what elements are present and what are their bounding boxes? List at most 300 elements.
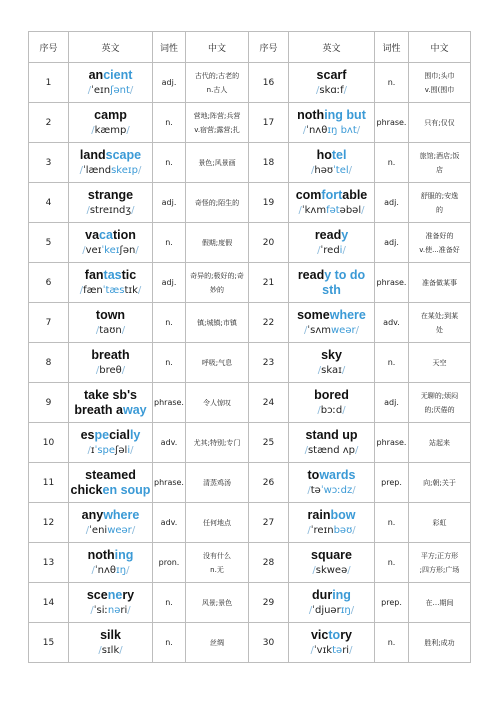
entry-english <box>69 543 153 583</box>
phonetic-slash: / <box>304 444 308 456</box>
phonetic-slash: / <box>352 484 356 496</box>
word-highlight: ɪŋ <box>116 564 127 576</box>
table-row <box>29 623 471 663</box>
word-highlight: where <box>103 507 140 522</box>
entry-number: 3 <box>29 143 69 183</box>
word-part: ʃəl <box>115 444 128 456</box>
entry-word <box>69 228 152 243</box>
word-part: ˈdjuər <box>312 604 341 616</box>
word-part: breath a <box>74 402 123 417</box>
entry-number: 21 <box>249 263 289 303</box>
entry-chinese: 平方;正方形 ;四方形;广场 <box>409 543 471 583</box>
word-part: fæn <box>83 284 103 296</box>
word-part: ho <box>316 147 332 162</box>
table-row <box>29 503 471 543</box>
entry-word <box>289 388 374 403</box>
entry-word <box>69 308 152 323</box>
phonetic-slash: / <box>307 484 311 496</box>
word-highlight: ˈwɔːdz <box>320 484 353 496</box>
entry-english <box>289 143 375 183</box>
entry-word <box>289 268 374 298</box>
entry-chinese: 奇异的;极好的;奇 妙的 <box>186 263 249 303</box>
word-highlight: scape <box>105 147 142 162</box>
entry-number: 8 <box>29 343 69 383</box>
entry-part-of-speech: adv. <box>153 423 186 463</box>
word-part: stand up <box>305 427 358 442</box>
word-highlight: ˈkeɪ <box>101 244 120 256</box>
phonetic-slash: / <box>85 524 90 536</box>
entry-word <box>69 428 152 443</box>
word-part: take sb's <box>83 387 137 402</box>
entry-number: 23 <box>249 343 289 383</box>
entry-number: 30 <box>249 623 289 663</box>
entry-phonetic <box>289 563 374 578</box>
word-part: tion <box>112 227 136 242</box>
entry-english <box>69 623 153 663</box>
header-part-of-speech: 词性 <box>153 32 186 63</box>
table-row <box>29 423 471 463</box>
entry-part-of-speech: phrase. <box>153 463 186 503</box>
phonetic-slash: / <box>126 564 130 576</box>
entry-phonetic <box>289 483 374 498</box>
entry-number: 27 <box>249 503 289 543</box>
word-highlight: tel <box>331 147 347 162</box>
entry-number: 20 <box>249 223 289 263</box>
word-part: vic <box>310 627 329 642</box>
phonetic-slash: / <box>86 204 90 216</box>
entry-chinese: 景色;风景画 <box>186 143 249 183</box>
table-row <box>29 543 471 583</box>
entry-chinese: 只有;仅仅 <box>409 103 471 143</box>
entry-english <box>69 583 153 623</box>
entry-number: 13 <box>29 543 69 583</box>
entry-chinese: 镇;城镇;市镇 <box>186 303 249 343</box>
entry-phonetic <box>289 403 374 418</box>
word-part: taʊn <box>99 324 122 336</box>
word-part: skaɪ <box>321 364 342 376</box>
entry-part-of-speech: n. <box>153 103 186 143</box>
entry-english <box>289 543 375 583</box>
entry-phonetic <box>289 363 374 378</box>
entry-part-of-speech: adv. <box>153 503 186 543</box>
entry-english <box>69 303 153 343</box>
word-highlight: pe <box>94 427 110 442</box>
entry-number: 9 <box>29 383 69 423</box>
entry-part-of-speech: n. <box>375 343 409 383</box>
entry-part-of-speech: adj. <box>375 223 409 263</box>
phonetic-slash: / <box>98 644 102 656</box>
entry-phonetic <box>289 323 374 338</box>
phonetic-slash: / <box>356 124 361 136</box>
word-highlight: ˈtel <box>333 164 349 176</box>
entry-part-of-speech: n. <box>375 543 409 583</box>
word-part: square <box>311 547 352 562</box>
entry-word <box>289 308 374 323</box>
table-row <box>29 63 471 103</box>
header-english: 英文 <box>69 32 153 63</box>
entry-english <box>69 503 153 543</box>
entry-number: 4 <box>29 183 69 223</box>
entry-chinese: 无聊的;烦闷 的;厌倦的 <box>409 383 471 423</box>
entry-chinese: 营地;阵营;兵营 v.宿营;露营;扎 <box>186 103 249 143</box>
entry-phonetic <box>69 123 152 138</box>
word-highlight: way <box>123 402 147 417</box>
table-row <box>29 383 471 423</box>
entry-word <box>289 588 374 603</box>
word-part: ry <box>340 627 353 642</box>
entry-phonetic <box>289 203 374 218</box>
entry-phonetic <box>289 643 374 658</box>
word-part: noth <box>297 107 325 122</box>
phonetic-slash: / <box>79 164 84 176</box>
word-part: breath <box>91 347 130 362</box>
word-part: skɑːf <box>319 84 344 96</box>
word-highlight: tas <box>103 267 122 282</box>
entry-chinese: 呼吸;气息 <box>186 343 249 383</box>
entry-number: 7 <box>29 303 69 343</box>
phonetic-slash: / <box>126 124 130 136</box>
entry-word <box>289 68 374 83</box>
word-part: ˈvɪk <box>313 644 333 656</box>
entry-english <box>289 623 375 663</box>
entry-english <box>69 103 153 143</box>
phonetic-slash: / <box>95 364 100 376</box>
word-part: ry <box>122 587 135 602</box>
word-part: kæmp <box>94 124 127 136</box>
phonetic-slash: / <box>135 244 139 256</box>
phonetic-slash: / <box>317 364 322 376</box>
entry-part-of-speech: phrase. <box>153 383 186 423</box>
phonetic-slash: / <box>302 124 307 136</box>
entry-chinese: 没有什么 n.无 <box>186 543 249 583</box>
entry-word <box>69 148 152 163</box>
entry-number: 15 <box>29 623 69 663</box>
entry-part-of-speech: adj. <box>375 183 409 223</box>
phonetic-slash: / <box>91 564 95 576</box>
entry-phonetic <box>69 243 152 258</box>
entry-english <box>69 63 153 103</box>
word-part: ˈeɪn <box>91 84 111 96</box>
phonetic-slash: / <box>82 244 86 256</box>
entry-phonetic <box>69 523 152 538</box>
entry-number: 16 <box>249 63 289 103</box>
word-highlight: y to do <box>324 267 366 282</box>
word-part: noth <box>87 547 115 562</box>
word-highlight: nə <box>107 604 121 616</box>
word-part: tic <box>121 267 137 282</box>
vocabulary-table <box>28 31 471 663</box>
phonetic-slash: / <box>304 324 308 336</box>
entry-part-of-speech: adj. <box>153 63 186 103</box>
word-highlight: ing <box>114 547 134 562</box>
entry-number: 1 <box>29 63 69 103</box>
entry-chinese: 丝绸 <box>186 623 249 663</box>
word-highlight: i <box>127 444 131 456</box>
entry-english <box>69 183 153 223</box>
word-part: an <box>88 67 104 82</box>
entry-phonetic <box>69 323 152 338</box>
entry-word <box>69 108 152 123</box>
word-highlight: ing but <box>324 107 366 122</box>
entry-phonetic <box>289 163 374 178</box>
word-highlight: cient <box>103 67 133 82</box>
entry-word <box>289 468 374 483</box>
entry-word <box>69 548 152 563</box>
phonetic-slash: / <box>95 324 100 336</box>
word-part: scarf <box>316 67 347 82</box>
entry-number: 24 <box>249 383 289 423</box>
entry-english <box>69 223 153 263</box>
entry-part-of-speech: n. <box>375 63 409 103</box>
phonetic-slash: / <box>310 644 314 656</box>
entry-number: 6 <box>29 263 69 303</box>
entry-phonetic <box>289 243 374 258</box>
phonetic-slash: / <box>131 524 136 536</box>
entry-english <box>69 343 153 383</box>
entry-phonetic <box>289 603 374 618</box>
entry-word <box>69 348 152 363</box>
word-part: read <box>314 227 342 242</box>
phonetic-slash: / <box>361 204 365 216</box>
entry-english <box>289 103 375 143</box>
entry-part-of-speech: n. <box>375 623 409 663</box>
word-part: sɪlk <box>101 644 120 656</box>
word-part: sce <box>86 587 108 602</box>
header-row <box>29 32 471 63</box>
word-part: ˈeni <box>89 524 108 536</box>
word-highlight: ing <box>332 587 351 602</box>
phonetic-slash: / <box>348 164 353 176</box>
table-row <box>29 263 471 303</box>
entry-number: 5 <box>29 223 69 263</box>
entry-part-of-speech: phrase. <box>375 263 409 303</box>
entry-part-of-speech: prep. <box>375 463 409 503</box>
word-part: town <box>95 307 126 322</box>
entry-chinese: 向;朝;关于 <box>409 463 471 503</box>
word-highlight: ɪŋ bʌt <box>327 124 357 136</box>
word-part: ˈsiː <box>93 604 108 616</box>
entry-phonetic <box>69 83 152 98</box>
entry-number: 11 <box>29 463 69 503</box>
entry-english <box>289 583 375 623</box>
word-part: chick <box>70 482 103 497</box>
entry-chinese: 古代的;古老的 n.古人 <box>186 63 249 103</box>
entry-part-of-speech: n. <box>153 343 186 383</box>
entry-phonetic <box>289 523 374 538</box>
phonetic-slash: / <box>317 404 321 416</box>
phonetic-slash: / <box>352 524 356 536</box>
word-part: strange <box>87 187 134 202</box>
entry-chinese: 在…期间 <box>409 583 471 623</box>
phonetic-slash: / <box>79 284 84 296</box>
word-highlight: bow <box>330 507 356 522</box>
entry-part-of-speech: phrase. <box>375 103 409 143</box>
entry-english <box>289 263 375 303</box>
phonetic-slash: / <box>355 444 359 456</box>
phonetic-slash: / <box>130 444 134 456</box>
phonetic-slash: / <box>121 324 126 336</box>
word-part: some <box>297 307 330 322</box>
entry-english <box>289 183 375 223</box>
word-highlight: ʃənt <box>110 84 130 96</box>
phonetic-slash: / <box>343 84 347 96</box>
word-highlight: sth <box>322 282 341 297</box>
entry-word <box>289 428 374 443</box>
entry-word <box>289 228 374 243</box>
entry-chinese: 奇怪的;陌生的 <box>186 183 249 223</box>
word-part: to <box>307 467 320 482</box>
phonetic-slash: / <box>350 604 355 616</box>
header-part-of-speech: 词性 <box>375 32 409 63</box>
entry-phonetic <box>69 163 152 178</box>
phonetic-slash: / <box>308 604 313 616</box>
word-highlight: en soup <box>102 482 151 497</box>
entry-word <box>289 188 374 203</box>
word-highlight: fort <box>321 187 343 202</box>
phonetic-slash: / <box>90 604 94 616</box>
phonetic-slash: / <box>137 164 142 176</box>
word-highlight: y <box>341 227 349 242</box>
phonetic-slash: / <box>121 364 126 376</box>
word-part: ˈred <box>320 244 340 256</box>
phonetic-slash: / <box>127 604 131 616</box>
entry-word <box>69 508 152 523</box>
table-row <box>29 183 471 223</box>
entry-part-of-speech: adj. <box>153 183 186 223</box>
phonetic-slash: / <box>355 324 359 336</box>
entry-word <box>69 628 152 643</box>
header-chinese: 中文 <box>186 32 249 63</box>
word-part: streɪndʒ <box>89 204 132 216</box>
entry-chinese: 彩虹 <box>409 503 471 543</box>
entry-number: 29 <box>249 583 289 623</box>
entry-phonetic <box>69 643 152 658</box>
table-row <box>29 583 471 623</box>
entry-word <box>289 148 374 163</box>
entry-english <box>289 223 375 263</box>
entry-number: 25 <box>249 423 289 463</box>
entry-part-of-speech: n. <box>375 503 409 543</box>
phonetic-slash: / <box>349 644 353 656</box>
entry-word <box>69 188 152 203</box>
entry-chinese: 站起来 <box>409 423 471 463</box>
word-part: ˈreɪn <box>310 524 334 536</box>
entry-chinese: 风景;景色 <box>186 583 249 623</box>
entry-phonetic <box>289 83 374 98</box>
word-part: es <box>80 427 95 442</box>
header-english: 英文 <box>289 32 375 63</box>
entry-part-of-speech: n. <box>153 223 186 263</box>
entry-word <box>289 348 374 363</box>
entry-number: 17 <box>249 103 289 143</box>
table-row <box>29 223 471 263</box>
header-chinese: 中文 <box>409 32 471 63</box>
word-part: əbəl <box>339 204 362 216</box>
entry-part-of-speech: n. <box>153 303 186 343</box>
entry-number: 14 <box>29 583 69 623</box>
phonetic-slash: / <box>341 364 346 376</box>
word-part: land <box>79 147 106 162</box>
word-part: sky <box>321 347 342 362</box>
phonetic-slash: / <box>312 564 316 576</box>
header-number: 序号 <box>249 32 289 63</box>
word-part: dur <box>312 587 333 602</box>
phonetic-slash: / <box>131 204 135 216</box>
entry-word <box>69 268 152 283</box>
table-row <box>29 143 471 183</box>
entry-part-of-speech: n. <box>375 143 409 183</box>
entry-part-of-speech: n. <box>153 623 186 663</box>
entry-english <box>69 143 153 183</box>
entry-chinese: 假期;度假 <box>186 223 249 263</box>
word-highlight: weər <box>107 524 132 536</box>
entry-part-of-speech: adj. <box>153 263 186 303</box>
word-part: silk <box>100 627 121 642</box>
entry-english <box>289 463 375 503</box>
phonetic-slash: / <box>342 404 346 416</box>
entry-phonetic <box>69 363 152 378</box>
entry-phonetic <box>69 203 152 218</box>
phonetic-slash: / <box>316 84 320 96</box>
phonetic-slash: / <box>119 644 123 656</box>
entry-word <box>69 68 152 83</box>
word-part: cial <box>109 427 130 442</box>
word-highlight: tə <box>332 644 343 656</box>
word-part: rain <box>307 507 331 522</box>
entry-english <box>289 383 375 423</box>
word-part: tɪk <box>124 284 138 296</box>
word-part: ri <box>342 644 350 656</box>
word-highlight: ɪŋ <box>340 604 351 616</box>
entry-number: 19 <box>249 183 289 223</box>
entry-part-of-speech: n. <box>153 583 186 623</box>
entry-english <box>289 503 375 543</box>
entry-chinese: 清蒸鸡汤 <box>186 463 249 503</box>
word-highlight: ne <box>107 587 123 602</box>
word-highlight: where <box>329 307 366 322</box>
word-part: həʊ <box>314 164 334 176</box>
phonetic-slash: / <box>307 524 311 536</box>
table-row <box>29 103 471 143</box>
phonetic-slash: / <box>129 84 134 96</box>
word-part: read <box>297 267 325 282</box>
phonetic-slash: / <box>91 124 95 136</box>
word-highlight: wards <box>319 467 356 482</box>
entry-number: 26 <box>249 463 289 503</box>
entry-number: 10 <box>29 423 69 463</box>
word-highlight: ca <box>99 227 113 242</box>
word-part: bɔːd <box>320 404 343 416</box>
entry-phonetic <box>69 563 152 578</box>
word-part: ˈnʌθ <box>94 564 117 576</box>
word-part: ˈlænd <box>83 164 112 176</box>
entry-word <box>69 388 152 418</box>
word-highlight: ˈspe <box>94 444 116 456</box>
entry-chinese: 围巾;头巾 v.围(围巾 <box>409 63 471 103</box>
entry-word <box>289 628 374 643</box>
word-part: com <box>295 187 322 202</box>
entry-word <box>69 468 152 498</box>
phonetic-slash: / <box>298 204 302 216</box>
word-part: camp <box>94 107 127 122</box>
header-number: 序号 <box>29 32 69 63</box>
entry-english <box>69 463 153 503</box>
entry-phonetic <box>289 443 374 458</box>
word-highlight: ly <box>129 427 141 442</box>
word-part: fan <box>84 267 104 282</box>
phonetic-slash: / <box>87 84 92 96</box>
entry-phonetic <box>69 443 152 458</box>
